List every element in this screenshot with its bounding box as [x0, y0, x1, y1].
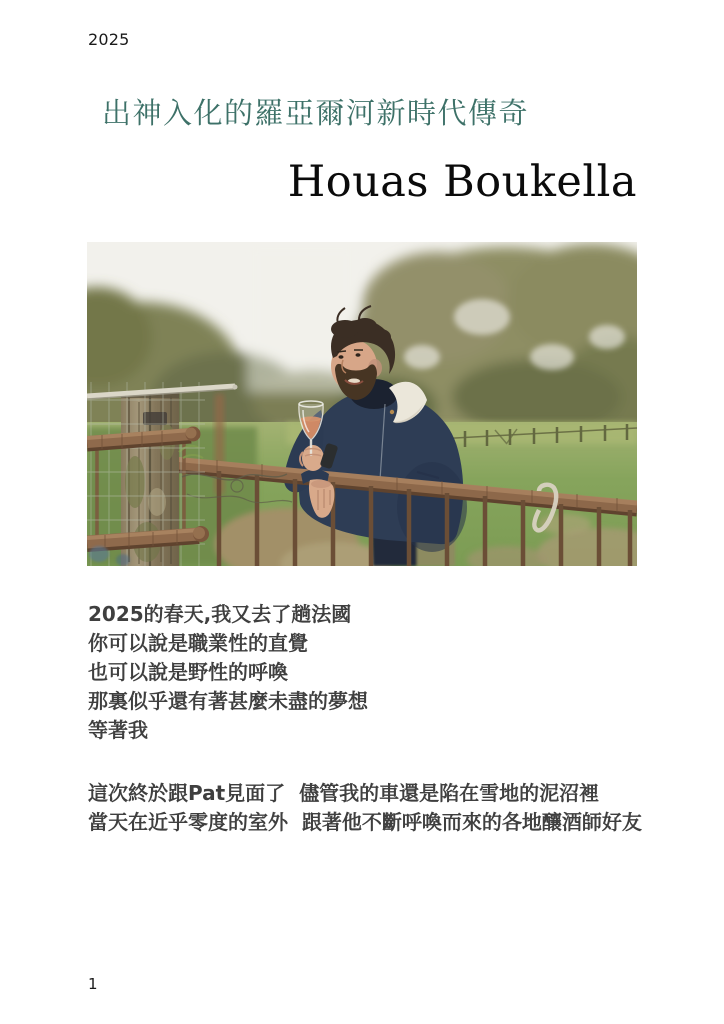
meeting-paragraph — [88, 779, 642, 837]
paragraph-line: 這次終於跟Pat見面了 儘管我的車還是陷在雪地的泥沼裡 — [88, 781, 600, 805]
intro-paragraph — [88, 600, 368, 745]
author-name: Houas Boukella — [287, 157, 637, 207]
paragraph-line: 也可以說是野性的呼喚 — [88, 660, 288, 684]
paragraph-line: 你可以說是職業性的直覺 — [88, 631, 308, 655]
page-number: 1 — [88, 975, 98, 993]
article-title: 出神入化的羅亞爾河新時代傳奇 — [102, 96, 530, 130]
paragraph-line: 等著我 — [88, 718, 148, 742]
paragraph-line: 那裏似乎還有著甚麼未盡的夢想 — [88, 689, 368, 713]
article-photo — [87, 242, 637, 566]
paragraph-line: 2025的春天,我又去了趟法國 — [88, 602, 352, 626]
year-label: 2025 — [88, 30, 130, 49]
paragraph-line: 當天在近乎零度的室外 跟著他不斷呼喚而來的各地釀酒師好友 — [88, 810, 642, 834]
